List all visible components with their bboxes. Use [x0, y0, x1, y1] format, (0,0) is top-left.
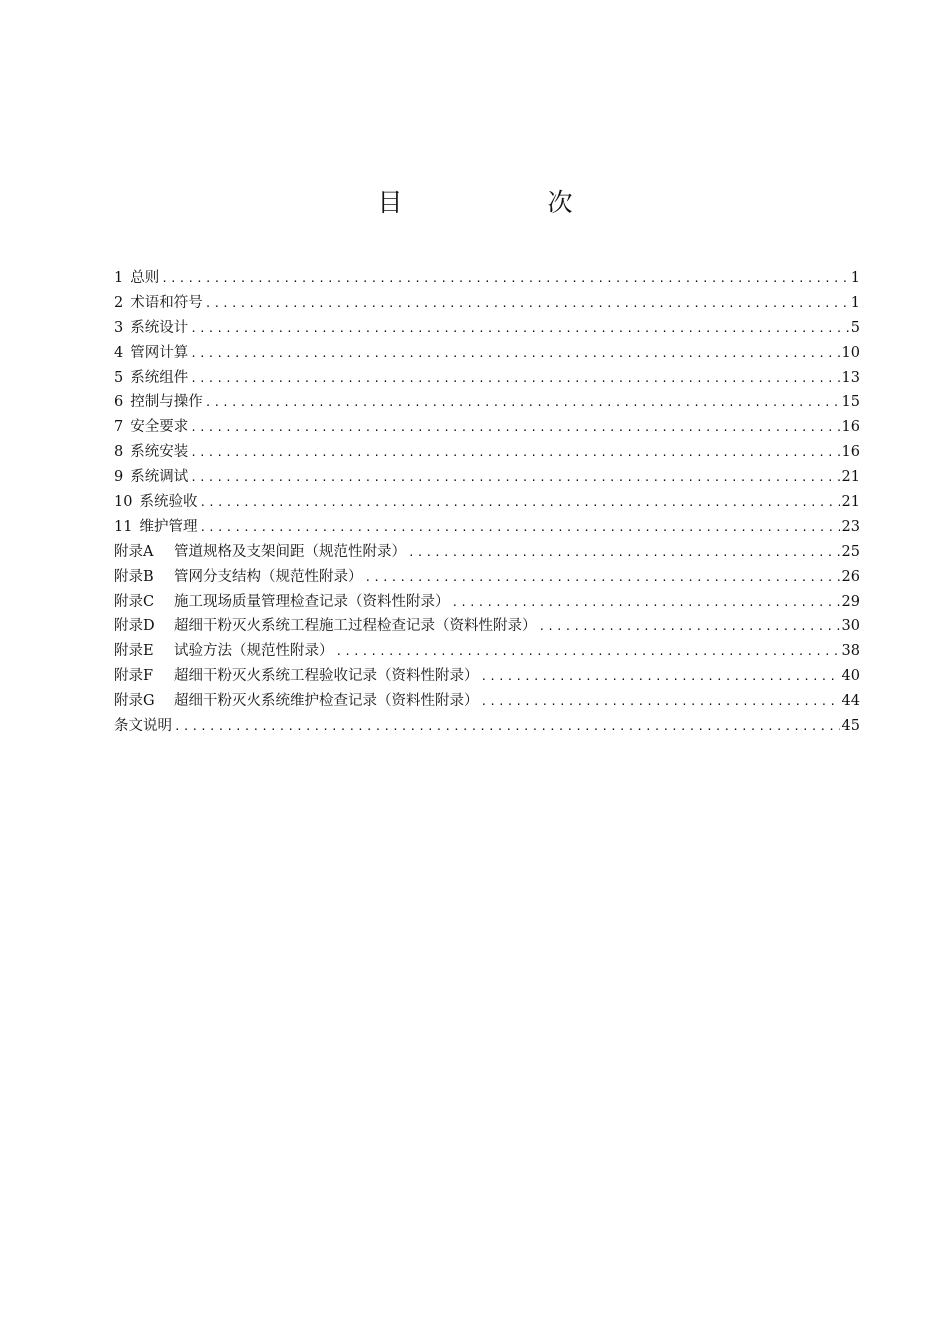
table-of-contents [114, 266, 860, 739]
toc-entry-number: 9 [114, 469, 124, 486]
toc-entry-page: 29 [841, 593, 860, 610]
toc-entry-page: 40 [841, 668, 860, 685]
toc-entry-appendix-label: 附录B [114, 568, 154, 585]
toc-entry-title: 施工现场质量管理检查记录（资料性附录） [174, 593, 450, 610]
toc-entry-title: 系统设计 [130, 319, 189, 336]
toc-entry-appendix-b[interactable] [114, 565, 860, 590]
toc-entry-page: 16 [841, 419, 860, 436]
toc-entry-title: 系统组件 [130, 369, 189, 386]
toc-entry-3[interactable] [114, 316, 860, 341]
toc-entry-page: 5 [850, 319, 860, 336]
toc-entry-6[interactable] [114, 390, 860, 415]
toc-entry-title: 超细干粉灭火系统工程验收记录（资料性附录） [174, 668, 479, 685]
dot-leader [190, 317, 849, 342]
toc-entry-number: 2 [114, 294, 124, 311]
toc-entry-page: 10 [841, 344, 860, 361]
toc-entry-appendix-e[interactable] [114, 639, 860, 664]
toc-entry-appendix-label: 附录E [114, 643, 154, 660]
toc-entry-appendix-f[interactable] [114, 664, 860, 689]
toc-entry-appendix-label: 附录C [114, 593, 155, 610]
toc-entry-page: 1 [850, 294, 860, 311]
toc-entry-page: 26 [841, 568, 860, 585]
dot-leader [190, 416, 839, 441]
toc-entry-4[interactable] [114, 341, 860, 366]
toc-entry-title: 试验方法（规范性附录） [174, 643, 334, 660]
toc-entry-number: 11 [114, 518, 133, 535]
toc-entry-title: 管网计算 [130, 344, 189, 361]
toc-entry-page: 23 [841, 518, 860, 535]
toc-entry-1[interactable] [114, 266, 860, 291]
toc-entry-title: 管道规格及支架间距（规范性附录） [174, 543, 406, 560]
dot-leader [190, 342, 839, 367]
toc-entry-appendix-g[interactable] [114, 689, 860, 714]
toc-entry-title: 管网分支结构（规范性附录） [174, 568, 363, 585]
toc-entry-title: 系统安装 [130, 444, 189, 461]
toc-entry-title: 系统验收 [139, 494, 198, 511]
toc-entry-7[interactable] [114, 415, 860, 440]
toc-entry-number: 6 [114, 394, 124, 411]
toc-entry-appendix-label: 附录F [114, 668, 154, 685]
dot-leader [481, 665, 840, 690]
dot-leader [190, 367, 839, 392]
toc-entry-page: 1 [850, 270, 860, 286]
toc-entry-page: 44 [841, 693, 860, 710]
toc-entry-appendix-label: 附录G [114, 693, 155, 710]
toc-entry-page: 45 [841, 718, 860, 735]
toc-entry-page: 38 [841, 643, 860, 660]
dot-leader [336, 640, 840, 665]
dot-leader [205, 391, 840, 416]
toc-entry-title: 超细干粉灭火系统维护检查记录（资料性附录） [174, 693, 479, 710]
toc-entry-title: 术语和符号 [130, 294, 203, 311]
toc-entry-page: 21 [841, 469, 860, 486]
toc-entry-number: 4 [114, 344, 124, 361]
toc-entry-title: 条文说明 [114, 718, 172, 735]
toc-entry-appendix-label: 附录D [114, 618, 155, 635]
toc-entry-page: 16 [841, 444, 860, 461]
dot-leader [365, 566, 840, 591]
dot-leader [408, 541, 840, 566]
dot-leader [190, 466, 839, 491]
toc-entry-appendix-c[interactable] [114, 590, 860, 615]
toc-entry-page: 25 [841, 543, 860, 560]
toc-entry-appendix-d[interactable] [114, 614, 860, 639]
toc-entry-2[interactable] [114, 291, 860, 316]
toc-entry-page: 21 [841, 494, 860, 511]
toc-entry-number: 5 [114, 369, 124, 386]
dot-leader [190, 441, 839, 466]
dot-leader [205, 292, 849, 317]
toc-entry-9[interactable] [114, 465, 860, 490]
toc-entry-page: 30 [841, 618, 860, 635]
dot-leader [481, 690, 840, 715]
toc-entry-title: 总则 [130, 270, 160, 286]
dot-leader [199, 516, 839, 541]
toc-entry-title: 安全要求 [130, 419, 189, 436]
dot-leader [199, 491, 839, 516]
dot-leader [452, 591, 840, 616]
toc-entry-11[interactable] [114, 515, 860, 540]
toc-entry-number: 1 [114, 270, 124, 286]
toc-entry-title: 控制与操作 [130, 394, 203, 411]
dot-leader [539, 615, 840, 640]
toc-entry-appendix-a[interactable] [114, 540, 860, 565]
dot-leader [174, 715, 840, 740]
toc-entry-title: 系统调试 [130, 469, 189, 486]
toc-entry-number: 10 [114, 494, 133, 511]
toc-entry-appendix-label: 附录A [114, 543, 154, 560]
toc-entry-explanation[interactable] [114, 714, 860, 739]
dot-leader [161, 267, 849, 292]
toc-entry-number: 8 [114, 444, 124, 461]
toc-entry-10[interactable] [114, 490, 860, 515]
toc-entry-number: 7 [114, 419, 124, 436]
toc-entry-8[interactable] [114, 440, 860, 465]
toc-entry-title: 超细干粉灭火系统工程施工过程检查记录（资料性附录） [174, 618, 537, 635]
page-title: 目 次 [377, 188, 633, 217]
toc-entry-title: 维护管理 [139, 518, 198, 535]
toc-entry-page: 15 [841, 394, 860, 411]
toc-entry-page: 13 [841, 369, 860, 386]
toc-entry-number: 3 [114, 319, 124, 336]
toc-entry-5[interactable] [114, 366, 860, 391]
